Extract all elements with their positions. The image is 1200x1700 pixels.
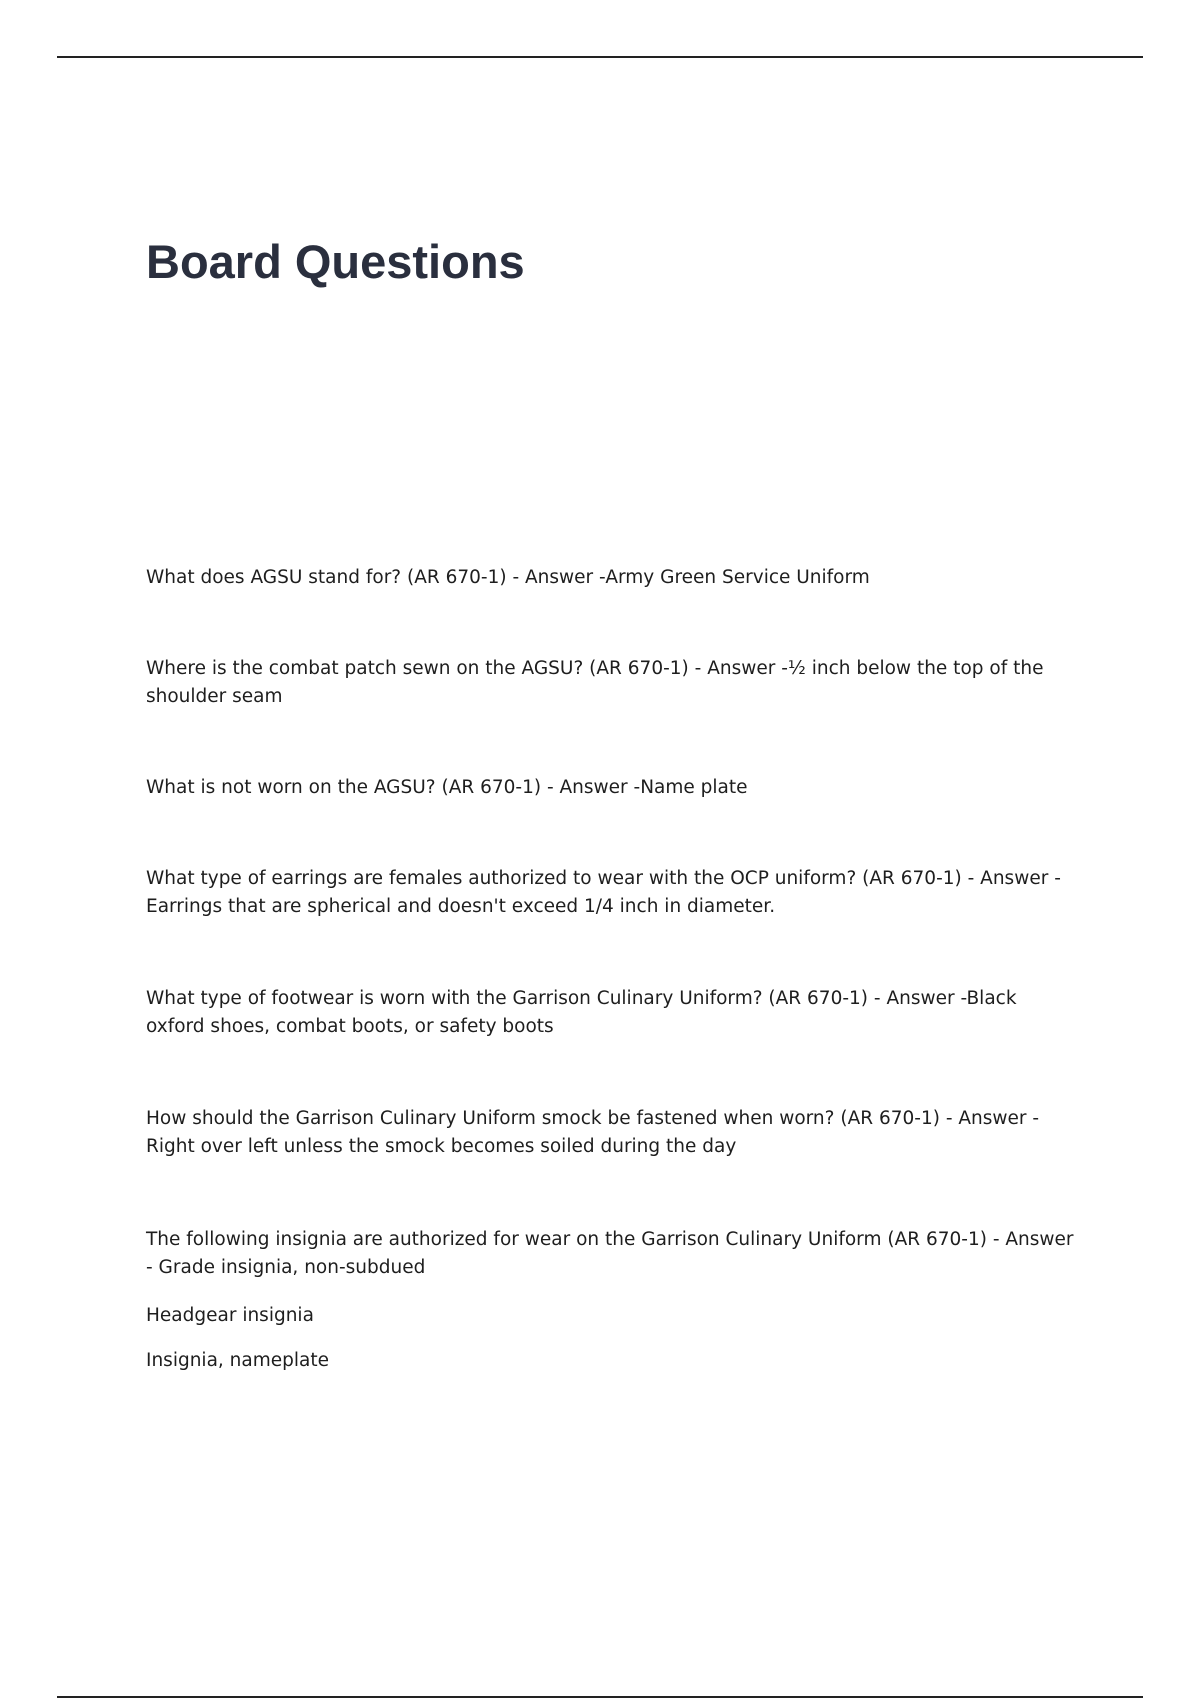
question-text: What is not worn on the AGSU? (AR 670-1) (146, 777, 542, 798)
answer-text: - Answer -Right over left unless the smock becomes soiled during the day (146, 1108, 1040, 1157)
top-rule (57, 56, 1143, 58)
answer-text: - Answer -Name plate (541, 777, 748, 798)
qa-item-6 (146, 1105, 1076, 1161)
question-text: What type of footwear is worn with the Garrison Culinary Uniform? (AR 670-1) (146, 988, 869, 1009)
question-text: What does AGSU stand for? (AR 670-1) (146, 567, 507, 588)
qa-item-7 (146, 1226, 1076, 1282)
qa-item-2 (146, 655, 1076, 711)
answer-text: - Answer - Earrings that are spherical and doesn't exceed 1/4 inch in diameter. (146, 868, 1061, 917)
qa-item-4 (146, 865, 1076, 921)
answer-continuation-2: Insignia, nameplate (146, 1350, 329, 1371)
answer-continuation-1: Headgear insignia (146, 1305, 314, 1326)
answer-text: - Answer -Army Green Service Uniform (506, 567, 870, 588)
question-text: What type of earrings are females authorized to wear with the OCP uniform? (AR 670-1) (146, 868, 962, 889)
qa-item-1 (146, 564, 1076, 592)
question-text: How should the Garrison Culinary Uniform smock be fastened when worn? (AR 670-1) (146, 1108, 940, 1129)
qa-item-3 (146, 774, 1076, 802)
question-text: Where is the combat patch sewn on the AGSU? (AR 670-1) (146, 658, 689, 679)
qa-item-5 (146, 985, 1076, 1041)
question-text: The following insignia are authorized for wear on the Garrison Culinary Uniform (AR 670-1) (146, 1229, 987, 1250)
bottom-rule (57, 1696, 1143, 1698)
answer-text: - Answer -½ inch below the top of the shoulder seam (146, 658, 1044, 707)
document-title: Board Questions (146, 235, 525, 288)
answer-text: - Answer - Grade insignia, non-subdued (146, 1229, 1074, 1278)
answer-text: - Answer -Black oxford shoes, combat boots, or safety boots (146, 988, 1017, 1037)
